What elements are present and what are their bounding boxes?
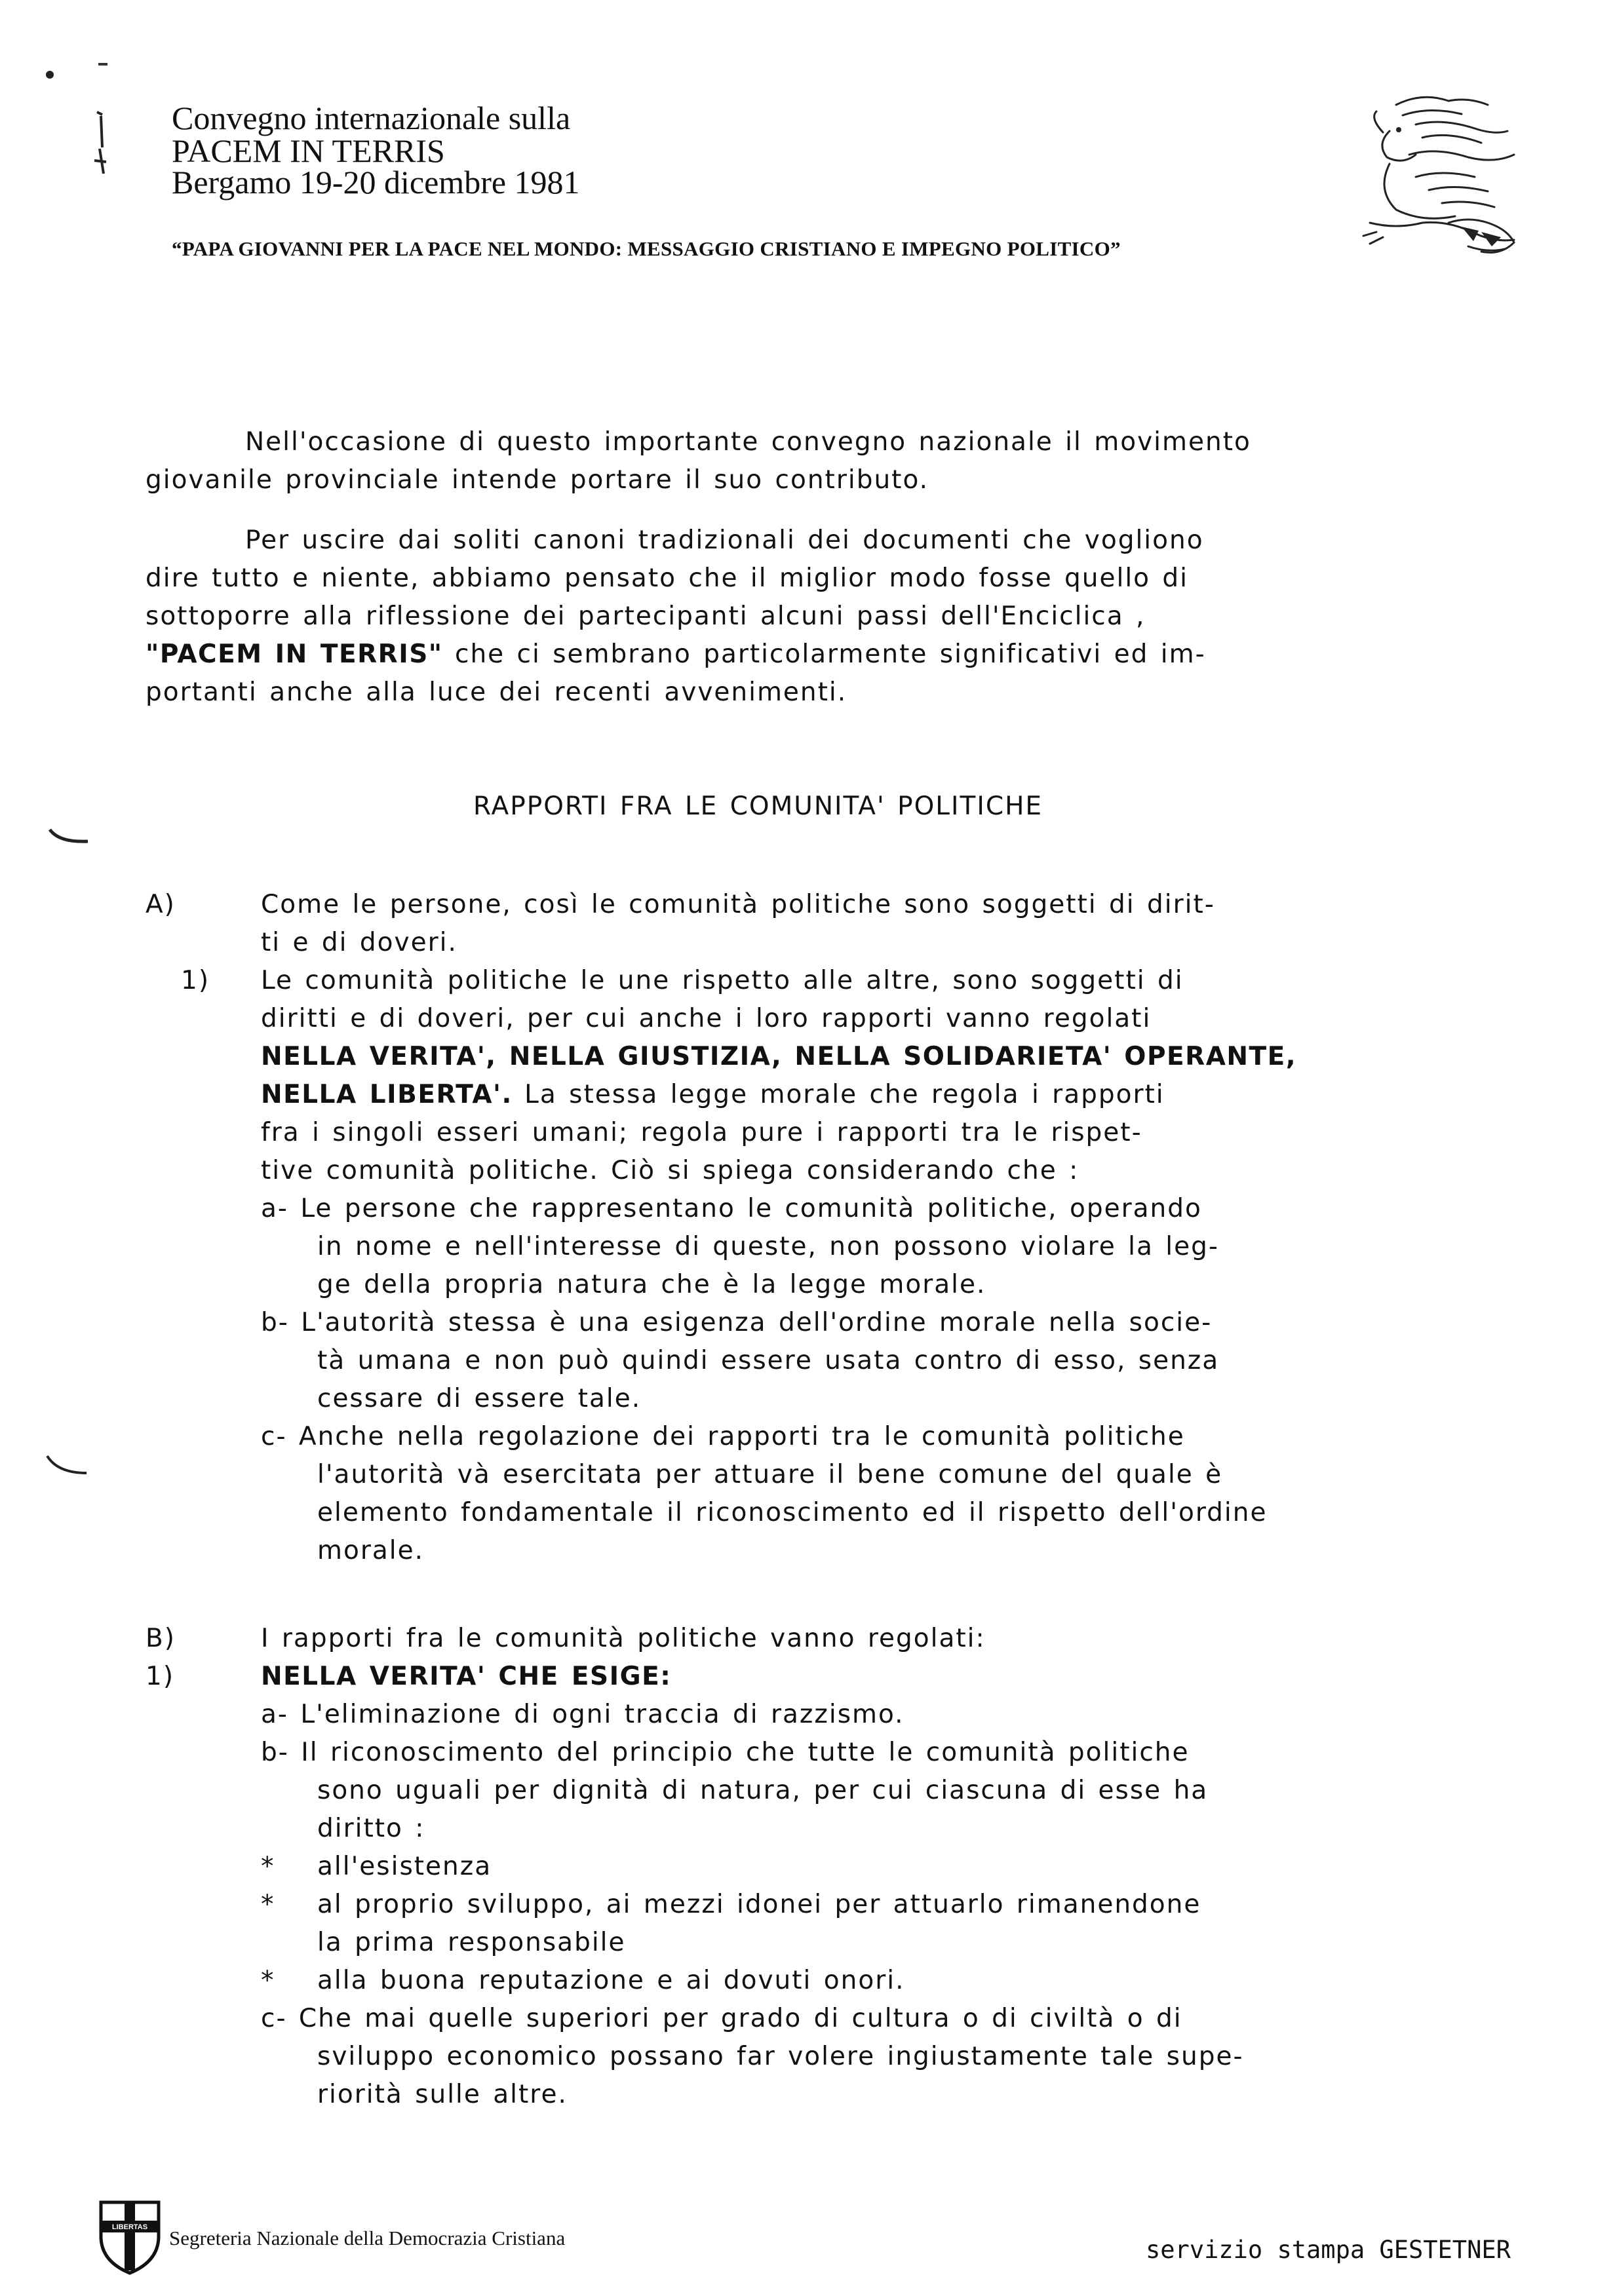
section-a-item1-line4-rest: La stessa legge morale che regola i rapporti	[512, 1080, 1165, 1109]
section-a-item1-label: 1)	[181, 966, 210, 995]
section-a-sub-c-line3: elemento fondamentale il riconoscimento ed il rispetto dell'ordine	[317, 1498, 1268, 1527]
intro-p2-line3: sottoporre alla riflessione dei partecipanti alcuni passi dell'Enciclica ,	[146, 602, 1146, 631]
section-b-sub-c-line2: sviluppo economico possano far volere ingiustamente tale supe-	[317, 2042, 1244, 2071]
conference-title-line1: Convegno internazionale sulla	[172, 100, 571, 136]
section-a-sub-c-line2: l'autorità và esercitata per attuare il bene comune del quale è	[317, 1460, 1223, 1489]
section-b-sub-a-line1: a- L'eliminazione di ogni traccia di razzismo.	[261, 1700, 905, 1729]
section-a-sub-a-line3: ge della propria natura che è la legge morale.	[317, 1270, 986, 1299]
liberty-phrase: NELLA LIBERTA'.	[261, 1080, 513, 1109]
section-b-star1: all'esistenza	[317, 1852, 492, 1881]
intro-p1-line2: giovanile provinciale intende portare il suo contributo.	[146, 465, 929, 495]
intro-p2-line2: dire tutto e niente, abbiamo pensato che il miglior modo fosse quello di	[146, 564, 1189, 593]
intro-p2-line1: Per uscire dai soliti canoni tradizionali dei documenti che vogliono	[245, 526, 1204, 555]
section-b-star2-line2: la prima responsabile	[317, 1928, 626, 1957]
encyclical-title: "PACEM IN TERRIS"	[146, 640, 443, 669]
section-b-sub-c-line1: c- Che mai quelle superiori per grado di cultura o di civiltà o di	[261, 2004, 1182, 2033]
margin-curve-mark	[47, 827, 93, 847]
bullet-star-1: *	[261, 1852, 275, 1881]
conference-subtitle: “PAPA GIOVANNI PER LA PACE NEL MONDO: MESSAGGIO CRISTIANO E IMPEGNO POLITICO”	[172, 237, 1121, 260]
section-b-star2-line1: al proprio sviluppo, ai mezzi idonei per attuarlo rimanendone	[317, 1890, 1201, 1919]
margin-bracket-mark	[92, 108, 111, 180]
dc-shield-logo-icon	[97, 2198, 163, 2277]
section-a-item1-line2: diritti e di doveri, per cui anche i loro rapporti vanno regolati	[261, 1004, 1152, 1033]
section-a-sub-a-line1: a- Le persone che rappresentano le comunità politiche, operando	[261, 1194, 1202, 1223]
conference-title-line2: PACEM IN TERRIS	[172, 132, 445, 169]
margin-curve-mark-2	[45, 1453, 90, 1480]
intro-p1-line1: Nell'occasione di questo importante convegno nazionale il movimento	[245, 427, 1251, 457]
section-a-sub-c-line4: morale.	[317, 1536, 425, 1565]
footer-print-service: servizio stampa GESTETNER	[1146, 2236, 1511, 2264]
section-a-sub-b-line2: tà umana e non può quindi essere usata contro di esso, senza	[317, 1346, 1220, 1375]
section-b-item1-heading: NELLA VERITA' CHE ESIGE:	[261, 1662, 672, 1691]
margin-tick-mark	[98, 59, 107, 66]
section-a-label: A)	[146, 890, 176, 919]
section-a-sub-a-line2: in nome e nell'interesse di queste, non possono violare la leg-	[317, 1232, 1219, 1261]
section-b-item1-label: 1)	[146, 1662, 175, 1691]
section-b-line1: I rapporti fra le comunità politiche vanno regolati:	[261, 1624, 986, 1653]
bullet-star-3: *	[261, 1966, 275, 1995]
section-a-sub-c-line1: c- Anche nella regolazione dei rapporti tra le comunità politiche	[261, 1422, 1185, 1451]
section-b-star3: alla buona reputazione e ai dovuti onori.	[317, 1966, 905, 1995]
section-b-sub-c-line3: riorità sulle altre.	[317, 2080, 568, 2109]
dove-logo-icon	[1350, 92, 1534, 269]
footer-secretariat: Segreteria Nazionale della Democrazia Cristiana	[169, 2227, 566, 2249]
section-a-line2: ti e di doveri.	[261, 928, 457, 957]
margin-dot-mark	[46, 71, 54, 79]
section-a-sub-b-line1: b- L'autorità stessa è una esigenza dell'ordine morale nella socie-	[261, 1308, 1213, 1337]
section-a-item1-line5: fra i singoli esseri umani; regola pure i rapporti tra le rispet-	[261, 1118, 1142, 1147]
intro-p2-line5: portanti anche alla luce dei recenti avvenimenti.	[146, 678, 847, 707]
bullet-star-2: *	[261, 1890, 275, 1919]
conference-dates: Bergamo 19-20 dicembre 1981	[172, 164, 580, 201]
section-a-item1-line4	[261, 1080, 1165, 1109]
section-a-line1: Come le persone, così le comunità politiche sono soggetti di dirit-	[261, 890, 1215, 919]
section-b-label: B)	[146, 1624, 176, 1653]
section-b-sub-b-line1: b- Il riconoscimento del principio che tutte le comunità politiche	[261, 1738, 1190, 1767]
intro-p2-line4	[146, 640, 1206, 669]
intro-p2-line4-rest: che ci sembrano particolarmente significativi ed im-	[442, 640, 1206, 669]
section-b-sub-b-line3: diritto :	[317, 1814, 425, 1843]
section-a-item1-line6: tive comunità politiche. Ciò si spiega considerando che :	[261, 1156, 1080, 1185]
shield-motto: LIBERTAS	[111, 2223, 148, 2231]
section-title: RAPPORTI FRA LE COMUNITA' POLITICHE	[473, 792, 1043, 821]
section-b-sub-b-line2: sono uguali per dignità di natura, per cui ciascuna di esse ha	[317, 1776, 1209, 1805]
section-a-sub-b-line3: cessare di essere tale.	[317, 1384, 642, 1413]
section-a-item1-line3: NELLA VERITA', NELLA GIUSTIZIA, NELLA SOLIDARIETA' OPERANTE,	[261, 1042, 1297, 1071]
section-a-item1-line1: Le comunità politiche le une rispetto alle altre, sono soggetti di	[261, 966, 1184, 995]
